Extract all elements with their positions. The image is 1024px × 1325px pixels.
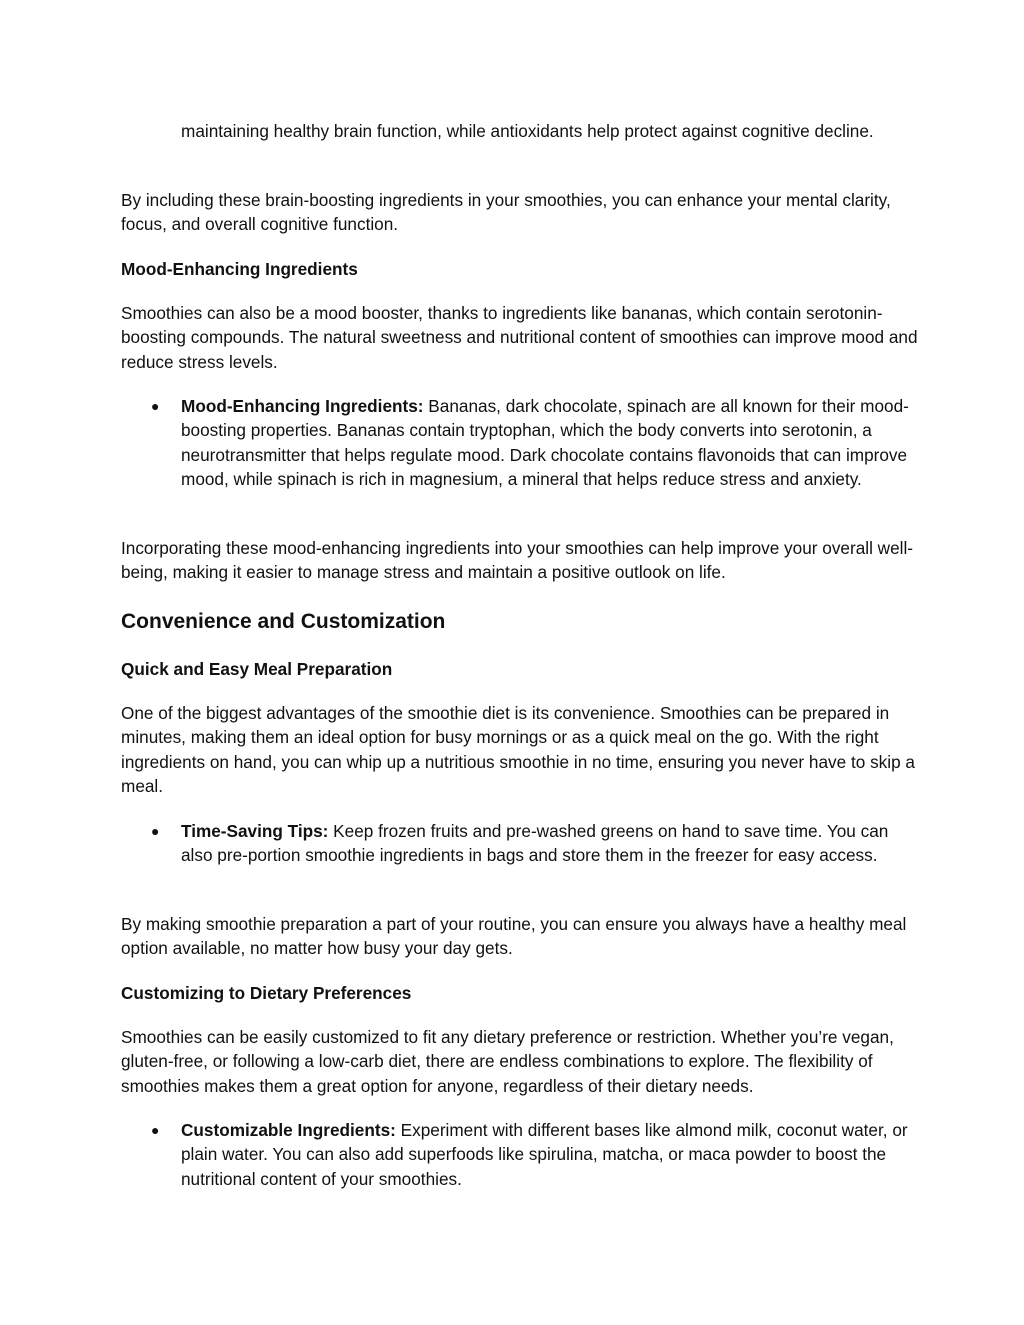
custom-paragraph: Smoothies can be easily customized to fit any dietary preference or restriction. Whether you’re vegan, gluten-free, or following a low-carb diet, there are endless combinations to explore. The flexibility of smoothies makes them a great option for anyone, regardless of their dietary needs. xyxy=(121,1027,894,1096)
convenience-heading: Convenience and Customization xyxy=(121,610,446,633)
time-saving-bullet-text: Keep frozen fruits and pre-washed greens on hand to save time. You can also pre-portion smoothie ingredients in bags and store them in the freezer for easy access. xyxy=(181,821,889,866)
bullet-icon: ● xyxy=(151,823,160,839)
intro-continuation: maintaining healthy brain function, while antioxidants help protect against cognitive decline. xyxy=(181,121,874,141)
customizable-bullet-item xyxy=(151,1118,921,1191)
customizable-bullet-label: Customizable Ingredients: xyxy=(181,1120,396,1140)
brain-summary-paragraph: By including these brain-boosting ingredients in your smoothies, you can enhance your mental clarity, focus, and overall cognitive function. xyxy=(121,190,891,235)
quick-summary-paragraph: By making smoothie preparation a part of your routine, you can ensure you always have a healthy meal option available, no matter how busy your day gets. xyxy=(121,914,907,959)
bullet-icon: ● xyxy=(151,398,160,414)
custom-heading: Customizing to Dietary Preferences xyxy=(121,983,412,1003)
mood-heading: Mood-Enhancing Ingredients xyxy=(121,259,358,279)
bullet-icon: ● xyxy=(151,1122,160,1138)
mood-bullet-label: Mood-Enhancing Ingredients: xyxy=(181,396,424,416)
quick-paragraph: One of the biggest advantages of the smoothie diet is its convenience. Smoothies can be prepared in minutes, making them an ideal option for busy mornings or as a quick meal on the go. With the right ingredients on hand, you can whip up a nutritious smoothie in no time, ensuring you never have to skip a meal. xyxy=(121,703,915,796)
customizable-bullet-text: Experiment with different bases like almond milk, coconut water, or plain water. You can also add superfoods like spirulina, matcha, or maca powder to boost the nutritional content of your smoothies. xyxy=(181,1120,908,1189)
time-saving-bullet-item xyxy=(151,819,921,868)
mood-bullet-item xyxy=(151,394,921,491)
time-saving-bullet-label: Time-Saving Tips: xyxy=(181,821,329,841)
mood-summary-paragraph: Incorporating these mood-enhancing ingredients into your smoothies can help improve your overall well-being, making it easier to manage stress and maintain a positive outlook on life. xyxy=(121,538,914,583)
quick-heading: Quick and Easy Meal Preparation xyxy=(121,659,393,679)
mood-bullet-text: Bananas, dark chocolate, spinach are all known for their mood-boosting properties. Bananas contain tryptophan, which the body converts into serotonin, a neurotransmitter that helps regulate mood. Dark chocolate contains flavonoids that can improve mood, while spinach is rich in magnesium, a mineral that helps reduce stress and anxiety. xyxy=(181,396,909,489)
mood-paragraph: Smoothies can also be a mood booster, thanks to ingredients like bananas, which contain serotonin-boosting compounds. The natural sweetness and nutritional content of smoothies can improve mood and reduce stress levels. xyxy=(121,303,918,372)
